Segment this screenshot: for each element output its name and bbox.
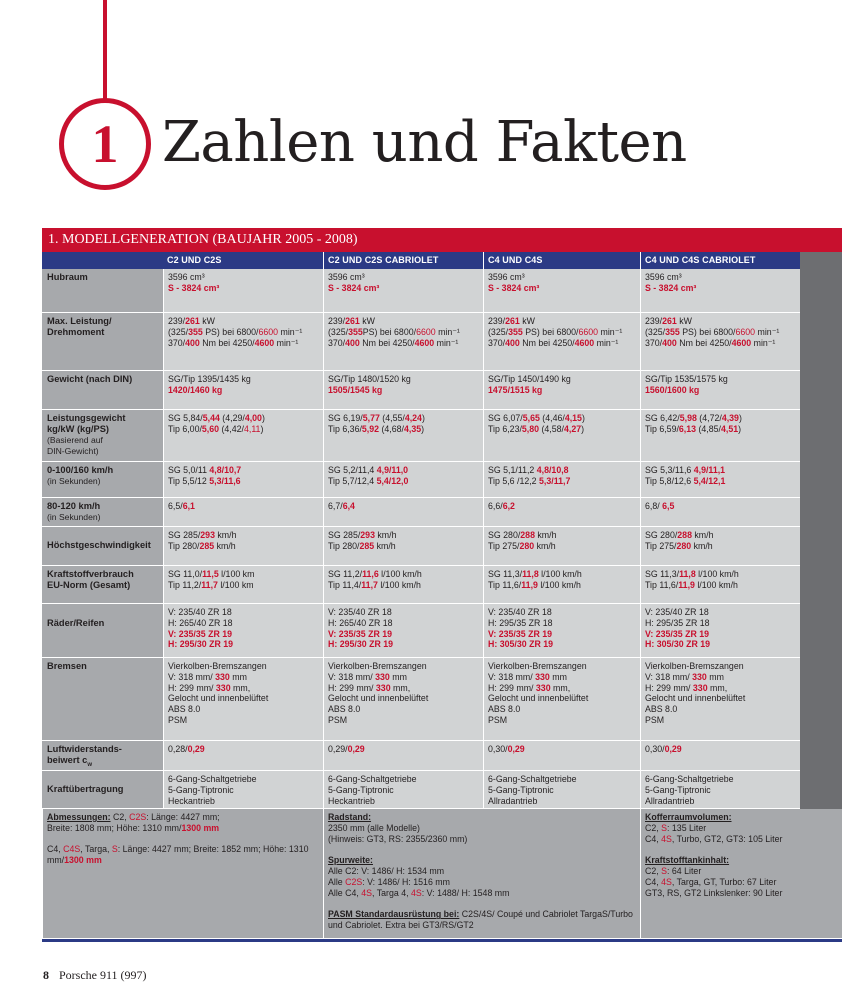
table-cell-text: Vierkolben-Bremszangen V: 318 mm/ 330 mm H: 299 mm/ 330 mm, Gelocht und innenbelüftet ABS 8.0 PSM xyxy=(488,661,589,725)
table-cell xyxy=(163,741,323,771)
page-number: 8 xyxy=(43,968,49,982)
row-label xyxy=(42,604,163,658)
table-cell xyxy=(323,527,483,566)
table-cell-text: 6-Gang-Schaltgetriebe 5-Gang-Tiptronic Heckantrieb xyxy=(328,774,417,806)
table-cell-text: V: 235/40 ZR 18 H: 295/35 ZR 18 V: 235/35 ZR 19 H: 305/30 ZR 19 xyxy=(645,607,711,650)
table-cell-text: 6-Gang-Schaltgetriebe 5-Gang-Tiptronic Allradantrieb xyxy=(488,774,577,806)
table-cell xyxy=(323,658,483,741)
row-label xyxy=(42,410,163,462)
table-cell xyxy=(640,498,800,527)
row-label-text: Höchstgeschwindigkeit xyxy=(47,540,151,550)
table-cell xyxy=(323,371,483,410)
table-cell-text: 0,28/0,29 xyxy=(168,744,205,754)
notes-cell xyxy=(323,809,640,939)
table-cell-text: SG 11,0/11,5 l/100 km Tip 11,2/11,7 l/100 km xyxy=(168,569,255,590)
table-cell xyxy=(640,566,800,604)
chapter-number: 1 xyxy=(91,114,119,174)
row-label-text: Bremsen xyxy=(47,661,87,671)
table-cell-text: SG 285/293 km/h Tip 280/285 km/h xyxy=(328,530,397,551)
table-cell xyxy=(323,741,483,771)
column-header xyxy=(640,252,800,269)
notes-text: Radstand: 2350 mm (alle Modelle) (Hinweis: GT3, RS: 2355/2360 mm) Spurweite: Alle C2: V: 1486/ H: 1534 mm Alle C2S: V: 1486/ H: 1516 mm Alle C4, 4S, Targa 4, 4S: V: 1488/ H: 1548 mm PASM Standardausrüstung bei: C2S/4S/ Coupé und Cabriolet TargaS/Turbo und Cabriolet. Extra bei GT3/RS/GT2 xyxy=(328,812,633,930)
table-cell xyxy=(323,771,483,809)
row-label xyxy=(42,527,163,566)
row-label xyxy=(42,371,163,410)
table-cell-text: 239/261 kW (325/355 PS) bei 6800/6600 min⁻¹ 370/400 Nm bei 4250/4600 min⁻¹ xyxy=(645,316,780,348)
table-cell-text: 239/261 kW (325/355PS) bei 6800/6600 min⁻¹ 370/400 Nm bei 4250/4600 min⁻¹ xyxy=(328,316,460,348)
table-cell-text: SG 11,3/11,8 l/100 km/h Tip 11,6/11,9 l/100 km/h xyxy=(488,569,582,590)
notes-cell xyxy=(42,809,323,939)
table-cell-text: 0,29/0,29 xyxy=(328,744,365,754)
table-cell xyxy=(640,462,800,498)
table-cell-text: 3596 cm³ S - 3824 cm³ xyxy=(168,272,220,293)
table-cell-text: SG 11,2/11,6 l/100 km/h Tip 11,4/11,7 l/100 km/h xyxy=(328,569,422,590)
table-cell-text: 0,30/0,29 xyxy=(645,744,682,754)
table-cell xyxy=(483,269,640,313)
page-footer xyxy=(43,968,147,983)
table-cell xyxy=(163,371,323,410)
table-cell-text: Vierkolben-Bremszangen V: 318 mm/ 330 mm H: 299 mm/ 330 mm, Gelocht und innenbelüftet ABS 8.0 PSM xyxy=(328,661,429,725)
table-cell xyxy=(163,269,323,313)
table-cell xyxy=(640,410,800,462)
table-cell-text: SG 285/293 km/h Tip 280/285 km/h xyxy=(168,530,237,551)
table-cell-text: V: 235/40 ZR 18 H: 265/40 ZR 18 V: 235/35 ZR 19 H: 295/30 ZR 19 xyxy=(328,607,394,650)
chapter-thread-line xyxy=(103,0,107,102)
table-cell xyxy=(163,410,323,462)
table-cell xyxy=(163,566,323,604)
row-label xyxy=(42,269,163,313)
table-cell-text: SG 5,1/11,2 4,8/10,8 Tip 5,6 /12,2 5,3/11,7 xyxy=(488,465,571,486)
table-cell xyxy=(640,269,800,313)
row-label-text: Kraftstoffverbrauch EU-Norm (Gesamt) xyxy=(47,569,134,590)
table-cell xyxy=(483,498,640,527)
table-cell-text: SG 5,3/11,6 4,9/11,1 Tip 5,8/12,6 5,4/12,1 xyxy=(645,465,726,486)
chapter-title: Zahlen und Fakten xyxy=(162,110,687,175)
table-cell-text: 6,7/6,4 xyxy=(328,501,355,511)
table-cell xyxy=(163,313,323,371)
row-label-text: Leistungsgewicht kg/kW (kg/PS) (Basierend auf DIN-Gewicht) xyxy=(47,413,126,456)
table-cell-text: 239/261 kW (325/355 PS) bei 6800/6600 min⁻¹ 370/400 Nm bei 4250/4600 min⁻¹ xyxy=(488,316,623,348)
column-header xyxy=(163,252,323,269)
table-cell-text: SG 5,2/11,4 4,9/11,0 Tip 5,7/12,4 5,4/12,0 xyxy=(328,465,409,486)
table-cell xyxy=(323,410,483,462)
table-cell-text: 3596 cm³ S - 3824 cm³ xyxy=(645,272,697,293)
table-cell-text: SG 280/288 km/h Tip 275/280 km/h xyxy=(488,530,557,551)
table-title-bar xyxy=(42,228,842,252)
notes-cell xyxy=(640,809,842,939)
table-cell xyxy=(640,658,800,741)
table-cell xyxy=(323,462,483,498)
table-cell-text: 6,6/6,2 xyxy=(488,501,515,511)
table-cell xyxy=(640,771,800,809)
row-label-text: 0-100/160 km/h (in Sekunden) xyxy=(47,465,114,486)
table-cell xyxy=(323,313,483,371)
table-cell xyxy=(323,269,483,313)
book-title: Porsche 911 (997) xyxy=(59,968,147,982)
table-cell xyxy=(483,527,640,566)
table-cell-text: 0,30/0,29 xyxy=(488,744,525,754)
table-cell-text: SG 11,3/11,8 l/100 km/h Tip 11,6/11,9 l/100 km/h xyxy=(645,569,739,590)
row-label xyxy=(42,313,163,371)
table-cell xyxy=(163,462,323,498)
table-cell xyxy=(640,527,800,566)
table-cell xyxy=(483,410,640,462)
table-cell-text: 3596 cm³ S - 3824 cm³ xyxy=(488,272,540,293)
row-label-text: 80-120 km/h (in Sekunden) xyxy=(47,501,101,522)
table-cell xyxy=(640,604,800,658)
column-header-label: C2 UND C2S CABRIOLET xyxy=(328,255,439,265)
table-cell-text: 6,8/ 6,5 xyxy=(645,501,675,511)
row-label-text: Luftwiderstands- beiwert $c_w$ xyxy=(47,744,122,768)
table-cell xyxy=(483,313,640,371)
column-header xyxy=(483,252,640,269)
table-bottom-rule xyxy=(42,939,842,942)
table-cell-text: Vierkolben-Bremszangen V: 318 mm/ 330 mm H: 299 mm/ 330 mm, Gelocht und innenbelüftet ABS 8.0 PSM xyxy=(645,661,746,725)
table-cell xyxy=(640,371,800,410)
table-cell xyxy=(163,658,323,741)
row-label-text: Räder/Reifen xyxy=(47,618,105,628)
table-cell-text: 239/261 kW (325/355 PS) bei 6800/6600 min⁻¹ 370/400 Nm bei 4250/4600 min⁻¹ xyxy=(168,316,303,348)
table-cell-text: SG 6,42/5,98 (4,72/4,39) Tip 6,59/6,13 (4,85/4,51) xyxy=(645,413,742,434)
table-cell xyxy=(483,566,640,604)
table-title: 1. MODELLGENERATION (BAUJAHR 2005 - 2008) xyxy=(48,232,358,247)
table-cell-text: SG 6,19/5,77 (4,55/4,24) Tip 6,36/5,92 (4,68/4,35) xyxy=(328,413,425,434)
row-label-text: Hubraum xyxy=(47,272,88,282)
table-cell xyxy=(323,566,483,604)
row-label xyxy=(42,566,163,604)
table-cell-text: SG 6,07/5,65 (4,46/4,15) Tip 6,23/5,80 (4,58/4,27) xyxy=(488,413,585,434)
row-label-text: Gewicht (nach DIN) xyxy=(47,374,133,384)
table-cell-text: SG 280/288 km/h Tip 275/280 km/h xyxy=(645,530,714,551)
table-cell xyxy=(640,313,800,371)
column-header-label: C4 UND C4S CABRIOLET xyxy=(645,255,756,265)
table-cell xyxy=(163,498,323,527)
table-cell xyxy=(323,604,483,658)
table-cell xyxy=(323,498,483,527)
table-cell-text: V: 235/40 ZR 18 H: 265/40 ZR 18 V: 235/35 ZR 19 H: 295/30 ZR 19 xyxy=(168,607,234,650)
table-cell xyxy=(163,604,323,658)
row-label xyxy=(42,771,163,809)
column-header-blank xyxy=(42,252,163,269)
table-side-bar xyxy=(800,252,842,809)
table-cell-text: SG/Tip 1480/1520 kg 1505/1545 kg xyxy=(328,374,411,395)
row-label xyxy=(42,741,163,771)
table-cell xyxy=(483,771,640,809)
table-cell-text: 6,5/6,1 xyxy=(168,501,195,511)
table-cell xyxy=(483,741,640,771)
chapter-number-badge xyxy=(59,98,151,190)
row-label-text: Kraftübertragung xyxy=(47,784,124,794)
notes-text: Abmessungen: C2, C2S: Länge: 4427 mm; Breite: 1808 mm; Höhe: 1310 mm/1300 mm C4, C4S, Targa, S: Länge: 4427 mm; Breite: 1852 mm; Höhe: 1310 mm/1300 mm xyxy=(47,812,309,866)
table-cell-text: SG/Tip 1535/1575 kg 1560/1600 kg xyxy=(645,374,728,395)
column-header xyxy=(323,252,483,269)
table-cell-text: V: 235/40 ZR 18 H: 295/35 ZR 18 V: 235/35 ZR 19 H: 305/30 ZR 19 xyxy=(488,607,554,650)
table-cell-text: 6-Gang-Schaltgetriebe 5-Gang-Tiptronic Allradantrieb xyxy=(645,774,734,806)
table-cell-text: 6-Gang-Schaltgetriebe 5-Gang-Tiptronic Heckantrieb xyxy=(168,774,257,806)
row-label xyxy=(42,462,163,498)
table-cell xyxy=(163,771,323,809)
table-cell xyxy=(483,604,640,658)
column-header-label: C4 UND C4S xyxy=(488,255,543,265)
table-cell xyxy=(483,462,640,498)
table-cell xyxy=(640,741,800,771)
table-cell xyxy=(483,658,640,741)
table-cell-text: 3596 cm³ S - 3824 cm³ xyxy=(328,272,380,293)
table-cell-text: SG 5,84/5,44 (4,29/4,00) Tip 6,00/5,60 (4,42/4,11) xyxy=(168,413,265,434)
row-label xyxy=(42,498,163,527)
row-label xyxy=(42,658,163,741)
table-cell xyxy=(483,371,640,410)
column-header-label: C2 UND C2S xyxy=(167,255,222,265)
table-cell-text: SG/Tip 1395/1435 kg 1420/1460 kg xyxy=(168,374,251,395)
table-cell-text: SG/Tip 1450/1490 kg 1475/1515 kg xyxy=(488,374,571,395)
notes-text: Kofferraumvolumen: C2, S: 135 Liter C4, 4S, Turbo, GT2, GT3: 105 Liter Kraftstofftankinhalt: C2, S: 64 Liter C4, 4S, Targa, GT, Turbo: 67 Liter GT3, RS, GT2 Linkslenker: 90 Liter xyxy=(645,812,783,898)
table-cell-text: Vierkolben-Bremszangen V: 318 mm/ 330 mm H: 299 mm/ 330 mm, Gelocht und innenbelüftet ABS 8.0 PSM xyxy=(168,661,269,725)
row-label-text: Max. Leistung/ Drehmoment xyxy=(47,316,112,337)
table-cell xyxy=(163,527,323,566)
table-cell-text: SG 5,0/11 4,8/10,7 Tip 5,5/12 5,3/11,6 xyxy=(168,465,242,486)
